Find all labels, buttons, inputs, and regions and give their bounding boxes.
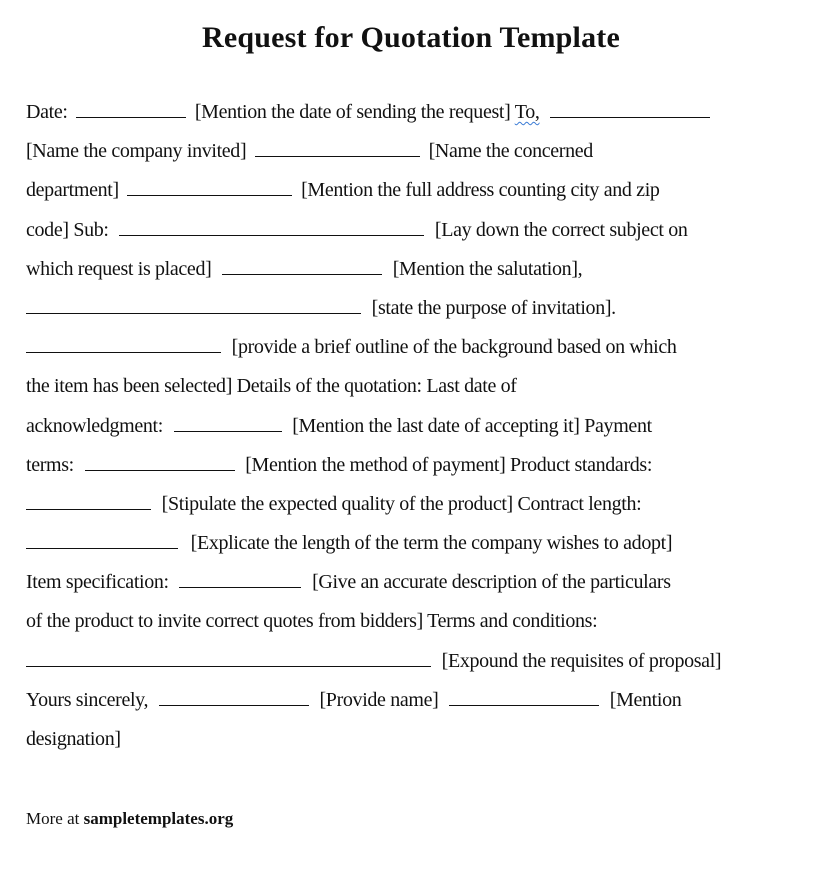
body-line-10 — [26, 446, 816, 485]
salutation-blank[interactable] — [26, 296, 361, 314]
company-hint: [Name the company invited] — [26, 140, 247, 163]
subject-hint-start: [Lay down the correct subject on — [434, 218, 688, 241]
company-blank[interactable] — [255, 139, 420, 157]
subject-label: code] Sub: — [26, 218, 109, 241]
subject-blank[interactable] — [222, 257, 382, 275]
body-line-6 — [26, 289, 816, 328]
body-line-7 — [26, 328, 816, 367]
template-body — [26, 93, 816, 759]
payment-terms-label: terms: — [26, 453, 74, 476]
designation-blank[interactable] — [449, 688, 599, 706]
department-hint-end: department] — [26, 179, 119, 202]
body-line-12 — [26, 524, 816, 563]
document-title: Request for Quotation Template — [202, 21, 620, 54]
body-line-16 — [26, 681, 816, 720]
address-hint: [Mention the full address counting city and zip — [301, 179, 660, 202]
date-label: Date: — [26, 101, 68, 123]
acknowledgment-blank[interactable] — [174, 414, 282, 432]
body-line-11 — [26, 485, 816, 524]
acknowledgment-label: acknowledgment: — [26, 414, 163, 437]
body-line-8 — [26, 367, 816, 406]
body-line-2 — [26, 132, 816, 171]
payment-terms-blank[interactable] — [85, 453, 235, 471]
body-line-5 — [26, 250, 816, 289]
body-line-1 — [26, 93, 816, 132]
date-hint: [Mention the date of sending the request] — [194, 101, 511, 123]
department-blank[interactable] — [127, 178, 292, 196]
address-blank[interactable] — [119, 218, 424, 236]
product-standards-blank[interactable] — [26, 492, 151, 510]
item-specification-blank[interactable] — [179, 570, 301, 588]
designation-hint-start: [Mention — [609, 688, 682, 711]
item-specification-hint: [Give an accurate description of the particulars — [312, 571, 671, 594]
body-line-15 — [26, 642, 816, 681]
quotation-details-text: the item has been selected] Details of the quotation: Last date of — [26, 375, 517, 398]
product-standards-hint: [Stipulate the expected quality of the product] Contract length: — [161, 492, 642, 515]
designation-hint-end: designation] — [26, 728, 121, 750]
subject-hint-end: which request is placed] — [26, 257, 212, 280]
body-line-17 — [26, 720, 816, 759]
contract-length-blank[interactable] — [26, 531, 178, 549]
body-line-4 — [26, 211, 816, 250]
body-line-13 — [26, 563, 816, 602]
acknowledgment-hint: [Mention the last date of accepting it] Payment — [292, 414, 652, 437]
item-specification-label: Item specification: — [26, 571, 169, 594]
recipient-blank[interactable] — [550, 100, 710, 118]
purpose-hint: [state the purpose of invitation]. — [371, 296, 616, 319]
body-line-3 — [26, 171, 816, 210]
footer-site-link[interactable]: sampletemplates.org — [83, 809, 234, 828]
terms-conditions-text: of the product to invite correct quotes from bidders] Terms and conditions: — [26, 610, 598, 633]
footer-prefix: More at — [26, 809, 84, 828]
to-label: To, — [514, 101, 540, 123]
name-blank[interactable] — [159, 688, 309, 706]
footer-credit — [26, 805, 233, 833]
body-line-14 — [26, 602, 816, 641]
contract-length-hint: [Explicate the length of the term the company wishes to adopt] — [190, 532, 673, 555]
purpose-blank[interactable] — [26, 335, 221, 353]
salutation-hint: [Mention the salutation], — [392, 257, 583, 280]
closing-label: Yours sincerely, — [26, 688, 149, 711]
name-hint: [Provide name] — [319, 688, 439, 711]
terms-conditions-hint: [Expound the requisites of proposal] — [441, 649, 722, 672]
payment-terms-hint: [Mention the method of payment] Product standards: — [245, 453, 653, 476]
background-hint-start: [provide a brief outline of the background based on which — [231, 336, 677, 359]
terms-conditions-blank[interactable] — [26, 649, 431, 667]
department-hint-start: [Name the concerned — [428, 140, 593, 163]
body-line-9 — [26, 407, 816, 446]
date-blank[interactable] — [76, 100, 186, 118]
